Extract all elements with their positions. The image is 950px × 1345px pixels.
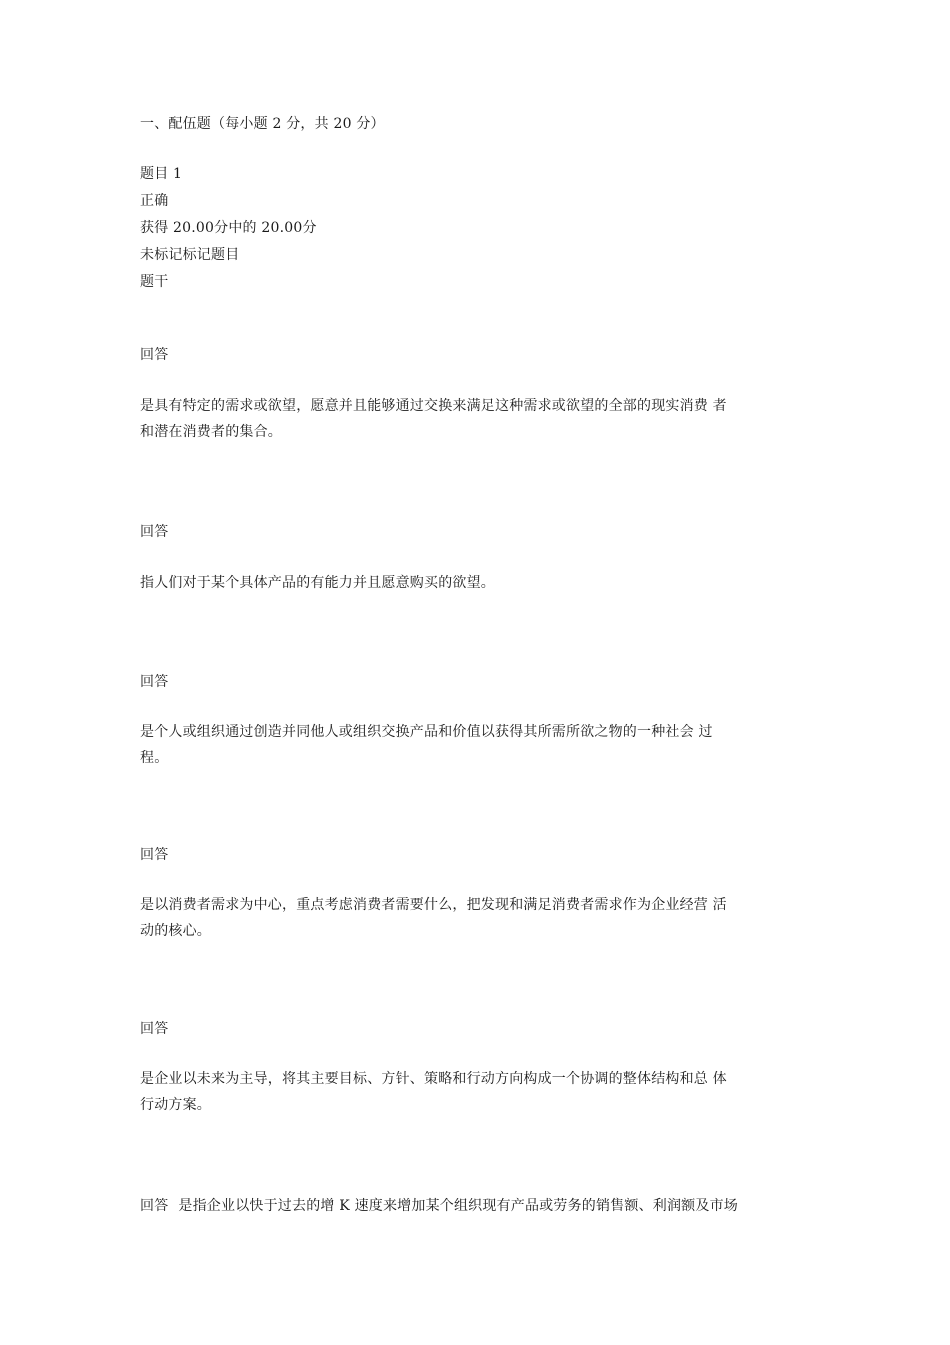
question-status: 正确 (140, 193, 169, 209)
answer-text-3-line-2: 程。 (140, 750, 169, 766)
question-stem-label: 题干 (140, 274, 169, 290)
answer-text-3-line-1: 是个人或组织通过创造并同他人或组织交换产品和价值以获得其所需所欲之物的一种社会 过 (140, 724, 713, 740)
section-title: 一、配伍题（每小题 2 分，共 20 分） (140, 116, 385, 132)
answer-row-6 (140, 1196, 738, 1216)
question-number: 题目 1 (140, 166, 183, 182)
answer-text-1-line-1: 是具有特定的需求或欲望，愿意并且能够通过交换来满足这种需求或欲望的全部的现实消费 者 (140, 398, 727, 414)
answer-label-2: 回答 (140, 524, 169, 540)
answer-text-4-line-2: 动的核心。 (140, 923, 211, 939)
answer-text-1 (140, 393, 805, 445)
flag-question-link[interactable]: 未标记标记题目 (140, 247, 240, 263)
answer-text-2-line-1: 指人们对于某个具体产品的有能力并且愿意购买的欲望。 (140, 575, 495, 591)
answer-text-2 (140, 570, 805, 596)
answer-text-4 (140, 892, 805, 944)
answer-text-1-line-2: 和潜在消费者的集合。 (140, 424, 282, 440)
answer-text-5 (140, 1066, 805, 1118)
question-score: 获得 20.00分中的 20.00分 (140, 220, 317, 236)
answer-label-5: 回答 (140, 1021, 169, 1037)
answer-label-6: 回答 (140, 1198, 169, 1214)
answer-label-3: 回答 (140, 674, 169, 690)
answer-text-6-line-1: 是指企业以快于过去的增 K 速度来增加某个组织现有产品或劳务的销售额、利润额及市场 (178, 1198, 738, 1214)
answer-text-3 (140, 719, 805, 771)
answer-text-5-line-1: 是企业以未来为主导，将其主要目标、方针、策略和行动方向构成一个协调的整体结构和总 体 (140, 1071, 727, 1087)
answer-text-4-line-1: 是以消费者需求为中心，重点考虑消费者需要什么，把发现和满足消费者需求作为企业经营 活 (140, 897, 727, 913)
answer-label-4: 回答 (140, 847, 169, 863)
answer-label-1: 回答 (140, 347, 169, 363)
answer-text-5-line-2: 行动方案。 (140, 1097, 211, 1113)
